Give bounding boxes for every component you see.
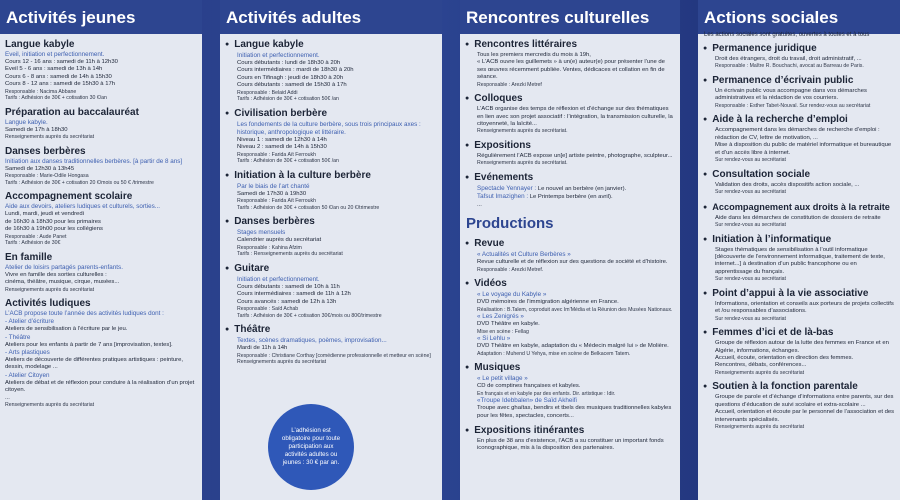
music-title: « Le petit village » bbox=[477, 375, 528, 383]
ellipsis: ... bbox=[5, 394, 10, 401]
responsible: Responsable : Arezki Metref bbox=[477, 81, 542, 88]
schedule-line: Cours intermédiaires : mardi de 18h30 à 20h bbox=[237, 67, 354, 74]
body-line: Accompagnement dans les démarches de recherche d’emploi : rédaction de CV, lettre de motivation, ... bbox=[715, 127, 880, 141]
schedule-line: Cours débutants : samedi de 15h30 à 17h bbox=[237, 82, 347, 89]
section-initiation bbox=[220, 170, 442, 212]
music-title: «Troupe Idebbalen» de Saïd Akheifi bbox=[477, 397, 577, 405]
note: Renseignements auprès du secrétariat. bbox=[477, 128, 568, 135]
body-line: Rencontres, débats, conférences... bbox=[715, 362, 807, 369]
adhesion-badge: L’adhésion est obligatoire pour toute participation aux activités adultes ou jeunes : 30 € par an. bbox=[268, 404, 354, 490]
video-title: « Les Zenigrés » bbox=[477, 313, 524, 321]
note: Responsable : Esther Tabet-Nouval. Sur rendez-vous au secrétariat bbox=[715, 102, 871, 109]
note: Responsable : Maître R. Bouchachi, avocat au Barreau de Paris. bbox=[715, 63, 864, 70]
event-line bbox=[465, 185, 675, 193]
video-credit: Mise en scène : Fellag bbox=[477, 328, 529, 335]
note: Sur rendez-vous au secrétariat bbox=[715, 157, 786, 164]
panel-title: Actions sociales bbox=[698, 0, 900, 34]
body-line: Stages thématiques de sensibilisation à l’outil informatique [découverte de l’environnement informatique, traitement de texte, internet...] à destination d’un public francophone ou en apprentissage du français. bbox=[715, 246, 885, 275]
section-langue-kabyle-adultes bbox=[220, 39, 442, 103]
body-line: Tous les premiers mercredis du mois à 19h, bbox=[477, 52, 591, 58]
body-line: Validation des droits, accès dispositifs action sociale, ... bbox=[715, 181, 860, 188]
section-heading: Danses berbères bbox=[5, 145, 86, 157]
body-line: Groupe de parole et d’échange d’informations entre parents, sur des questions d’éducation de suivi scolaire et extra-scolaire ... bbox=[715, 394, 894, 408]
section-subtitle: Eveil, initiation et perfectionnement. bbox=[5, 51, 105, 58]
schedule-line: Cours 6 - 8 ans : samedi de 14h à 15h30 bbox=[5, 73, 112, 80]
schedule-line: Lundi, mardi, jeudi et vendredi bbox=[5, 211, 84, 218]
responsible: Responsable : Farida Aït Ferroukh bbox=[237, 198, 317, 205]
panel-activites-jeunes bbox=[0, 0, 202, 500]
section-heading: ● Point d’appui à la vie associative bbox=[703, 288, 895, 301]
section-heading: Accompagnement scolaire bbox=[5, 191, 133, 203]
schedule-line: Samedi de 17h à 18h30 bbox=[5, 126, 68, 133]
body-line: Un écrivain public vous accompagne dans vos démarches administratives et la rédaction de vos courriers. bbox=[715, 88, 867, 102]
section-guitare bbox=[220, 263, 442, 319]
video-desc: DVD Théâtre en kabyle. bbox=[477, 321, 540, 328]
responsible: Responsable : Belaid Addi bbox=[237, 89, 298, 96]
activity-desc: Ateliers de débat et de réflexion pour conduire à la réalisation d’un projet citoyen. bbox=[5, 379, 195, 394]
section-subtitle: « Actualités et Culture Berbères » bbox=[477, 251, 571, 259]
section-subtitle: Par le biais de l’art chanté bbox=[237, 182, 310, 190]
section-retraite bbox=[698, 201, 900, 229]
body-line: Droit des étrangers, droit du travail, droit administratif, ... bbox=[715, 56, 862, 62]
section-famille bbox=[0, 252, 202, 293]
section-subtitle: Aide aux devoirs, ateliers ludiques et culturels, sorties... bbox=[5, 203, 161, 211]
responsible: Responsable : Marie-Odile Hongasa bbox=[5, 173, 89, 180]
note: Renseignements auprès du secrétariat bbox=[5, 402, 95, 409]
section-heading: ● Initiation à l’informatique bbox=[703, 234, 895, 247]
section-heading: ● Accompagnement aux droits à la retraite bbox=[703, 201, 895, 215]
tarifs: Tarifs : Adhésion de 30€ bbox=[5, 240, 61, 247]
note: Renseignements auprès du secrétariat bbox=[715, 369, 805, 376]
video-desc: DVD mémoires de l’immigration algérienne en France. bbox=[477, 299, 619, 306]
body-line: Accueil, orientation et écoute par le personnel de l’association et des intervenants spécialisés. bbox=[715, 409, 895, 423]
section-heading: ● Evénements bbox=[465, 172, 675, 185]
activity-name: - Arts plastiques bbox=[5, 349, 50, 357]
section-heading: ● Colloques bbox=[465, 93, 675, 106]
section-heading: ● Consultation sociale bbox=[703, 169, 895, 182]
schedule-line: Niveau 1 : samedi de 12h30 à 14h bbox=[237, 136, 327, 143]
section-rencontres-litteraires bbox=[460, 39, 680, 88]
section-heading: ● Soutien à la fonction parentale bbox=[703, 381, 895, 394]
note: Sur rendez-vous au secrétariat bbox=[715, 315, 786, 322]
section-heading: ● Vidéos bbox=[465, 278, 675, 291]
video-credit: Adaptation : Muhend U Yehya, mise en scène de Belkacem Tatem. bbox=[477, 350, 631, 357]
section-heading: ● Rencontres littéraires bbox=[465, 39, 675, 52]
panel-title: Rencontres culturelles bbox=[460, 0, 680, 34]
activity-desc: Ateliers pour les enfants à partir de 7 ans [improvisation, textes]. bbox=[5, 341, 173, 348]
schedule-line: Calendrier auprès du secrétariat bbox=[237, 237, 322, 244]
ellipsis: ... bbox=[477, 201, 482, 208]
body-line: L’ACB organise des temps de réflexion et d’échange sur des thématiques en lien avec son projet associatif : l’intégration, la transmission culturelle, la citoyenneté, la laïcité... bbox=[477, 106, 673, 128]
section-juridique bbox=[698, 43, 900, 70]
note: Renseignements auprès du secrétariat bbox=[237, 359, 327, 366]
body-line: Revue culturelle et de réflexion sur des questions de société et d’histoire. bbox=[477, 259, 668, 266]
section-heading: Préparation au baccalauréat bbox=[5, 106, 139, 118]
note: Renseignements auprès du secrétariat bbox=[5, 134, 95, 141]
section-heading: ● Aide à la recherche d’emploi bbox=[703, 114, 895, 127]
section-subtitle: Initiation et perfectionnement. bbox=[237, 52, 320, 59]
section-heading: ● Initiation à la culture berbère bbox=[225, 170, 437, 183]
event-name: Tafsut Imazighen : bbox=[477, 193, 529, 201]
schedule-line: Samedi de 12h30 à 13h45 bbox=[5, 165, 75, 172]
section-subtitle: Atelier de loisirs partagés parents-enfants. bbox=[5, 263, 123, 271]
body-line: Mise à disposition du public de matériel informatique et bureautique et d’un accès libre à internet. bbox=[715, 142, 892, 156]
responsible: Responsable : Kahina Afzim bbox=[237, 244, 302, 251]
schedule-line: de 16h30 à 19h00 pour les collégiens bbox=[5, 226, 103, 233]
video-desc: DVD Théâtre en kabyle, adaptation du « Médecin malgré lui » de Molière. bbox=[477, 343, 669, 350]
section-colloques bbox=[460, 93, 680, 135]
activity-name: - Atelier Citoyen bbox=[5, 371, 50, 379]
section-subtitle: Stages mensuels bbox=[237, 229, 286, 237]
section-consultation bbox=[698, 169, 900, 196]
schedule-line: Eveil 5 - 6 ans : samedi de 13h à 14h bbox=[5, 66, 103, 73]
schedule-line: Niveau 2 : samedi de 14h à 15h30 bbox=[237, 144, 327, 151]
body-line: Accueil, écoute, orientation en direction des femmes. bbox=[715, 355, 854, 362]
body-line: Vivre en famille des sorties culturelles : bbox=[5, 271, 107, 278]
activity-desc: Ateliers de sensibilisation à l’écriture par le jeu. bbox=[5, 326, 128, 333]
section-revue bbox=[460, 238, 680, 273]
schedule-line: Mardi de 11h à 14h bbox=[237, 345, 288, 352]
note: Sur rendez-vous au secrétariat bbox=[715, 189, 786, 196]
body-line: cinéma, théâtre, musique, cirque, musées... bbox=[5, 279, 120, 286]
section-heading: ● Permanence juridique bbox=[703, 43, 895, 56]
responsible: Responsable : Aude Panet bbox=[5, 233, 67, 240]
section-heading: ● Musiques bbox=[465, 362, 675, 375]
activity-desc: Ateliers de découverte de différentes pratiques artistiques : peinture, dessin, modelage ... bbox=[5, 357, 184, 371]
activity-name: - Théâtre bbox=[5, 333, 31, 341]
body-line: « L’ACB ouvre les guillemets » à un(e) auteur(e) pour présenter l’une de ses œuvres récemment publiée. Ventes, dédicaces et collation en fin de séance. bbox=[477, 59, 665, 81]
activity-name: - Atelier d’écriture bbox=[5, 318, 54, 326]
section-bac bbox=[0, 107, 202, 141]
responsible: Responsable : Christiane Corthay [comédienne professionnelle et metteur en scène] bbox=[237, 352, 431, 359]
panel-intro: Les actions sociales sont gratuites, ouvertes à toutes et à tous bbox=[704, 32, 870, 38]
tarifs: Tarifs : Adhésion de 30€ + cotisation 50€ /an bbox=[237, 158, 339, 165]
section-heading: ● Langue kabyle bbox=[225, 39, 437, 52]
schedule-line: Cours 12 - 16 ans : samedi de 11h à 12h30 bbox=[5, 59, 118, 65]
event-desc: Le Printemps berbère (en avril). bbox=[528, 194, 613, 201]
section-femmes bbox=[698, 327, 900, 376]
note: Renseignements auprès du secrétariat bbox=[715, 424, 805, 431]
body-line: Régulièrement l’ACB expose un[e] artiste peintre, photographe, sculpteur... bbox=[477, 153, 673, 160]
tarifs: Tarifs : Adhésion de 30€ + cotisation 20 €/mois ou 50 € /trimestre bbox=[5, 179, 154, 186]
section-evenements bbox=[460, 172, 680, 209]
section-heading: En famille bbox=[5, 251, 53, 263]
section-scolaire bbox=[0, 191, 202, 246]
section-civilisation bbox=[220, 108, 442, 165]
section-danses-adultes bbox=[220, 216, 442, 258]
section-subtitle: Les fondements de la culture berbère, sous trois principaux axes : historique, anthropologique et littéraire. bbox=[237, 120, 421, 136]
section-heading: ● Expositions bbox=[465, 140, 675, 153]
responsible: Responsable : Saïd Achab bbox=[237, 306, 299, 313]
schedule-line: Cours débutants : samedi de 10h à 11h bbox=[237, 284, 340, 290]
schedule-line: Cours avancés : samedi de 12h à 13h bbox=[237, 298, 337, 305]
schedule-line: Samedi de 17h30 à 19h30 bbox=[237, 190, 307, 197]
panel-actions-sociales bbox=[698, 0, 900, 500]
music-credit: En français et en kabyle par des enfants. Dir. artistique : Idir. bbox=[477, 390, 616, 397]
body-line: En plus de 38 ans d’existence, l’ACB a su constituer un important fonds iconographique, mis à la disposition des partenaires. bbox=[477, 438, 664, 452]
body-line: Groupe de réflexion autour de la lutte des femmes en France et en Algérie, informations, échanges. bbox=[715, 340, 889, 354]
event-line bbox=[465, 193, 675, 201]
event-name: Spectacle Yennayer : bbox=[477, 185, 537, 193]
section-subtitle: Langue kabyle. bbox=[5, 118, 48, 126]
section-videos bbox=[460, 278, 680, 357]
section-heading: ● Permanence d’écrivain public bbox=[703, 75, 895, 88]
responsible: Responsable : Arezki Metref. bbox=[477, 266, 544, 273]
section-heading: ● Expositions itinérantes bbox=[465, 425, 675, 438]
section-danses-jeunes bbox=[0, 146, 202, 187]
section-heading: Langue kabyle bbox=[5, 39, 75, 50]
section-heading: ● Théâtre bbox=[225, 324, 375, 337]
section-ecrivain bbox=[698, 75, 900, 109]
schedule-line: Cours 8 - 12 ans : samedi de 15h30 à 17h bbox=[5, 81, 116, 88]
note: Renseignements auprès du secrétariat. bbox=[477, 160, 568, 167]
schedule-line: Cours intermédiaires : samedi de 11h à 12h bbox=[237, 291, 351, 298]
section-heading: ● Guitare bbox=[225, 263, 437, 276]
tarifs: Tarifs : Adhésion de 30€ + cotisation 50 €/an ou 20 €/trimestre bbox=[237, 204, 380, 211]
event-desc: Le nouvel an berbère (en janvier). bbox=[536, 186, 627, 193]
section-heading: ● Revue bbox=[465, 238, 675, 251]
video-title: « Si Lehlu » bbox=[477, 335, 511, 343]
productions-title: Productions bbox=[466, 215, 554, 233]
tarifs: Tarifs : Adhésion de 30€ + cotisation 30 €/an bbox=[5, 95, 107, 102]
schedule-line: Cours en Tifinagh : jeudi de 18h30 à 20h bbox=[237, 74, 344, 81]
section-subtitle: Initiation et perfectionnement. bbox=[237, 276, 320, 283]
body-line: Informations, orientation et conseils aux porteurs de projets collectifs et /ou responsables d’associations. bbox=[715, 300, 894, 315]
section-ludiques bbox=[0, 298, 202, 408]
section-informatique bbox=[698, 234, 900, 283]
tarifs: Tarifs : Adhésion de 30€ + cotisation 30€/mois ou 80€/trimestre bbox=[237, 312, 382, 319]
section-vie-associative bbox=[698, 288, 900, 322]
section-subtitle: Initiation aux danses traditionnelles berbères. [à partir de 8 ans] bbox=[5, 157, 183, 165]
note: Renseignements auprès du secrétariat bbox=[5, 286, 95, 293]
section-heading: ● Danses berbères bbox=[225, 216, 437, 229]
body-line: Aide dans les démarches de constitution de dossiers de retraite bbox=[715, 214, 881, 221]
section-subtitle: Textes, scènes dramatiques, poèmes, improvisation... bbox=[237, 337, 387, 345]
section-heading: ● Civilisation berbère bbox=[225, 108, 437, 121]
tarifs: Tarifs : Renseignements auprès du secrétariat bbox=[237, 251, 343, 258]
section-musiques bbox=[460, 362, 680, 420]
panel-rencontres-culturelles bbox=[460, 0, 680, 500]
video-title: « Le voyage du Kabyle » bbox=[477, 291, 547, 299]
tarifs: Tarifs : Adhésion de 30€ + cotisation 50€ /an bbox=[237, 96, 339, 103]
section-emploi bbox=[698, 114, 900, 163]
section-langue-kabyle-jeunes bbox=[0, 39, 202, 102]
panel-title: Activités jeunes bbox=[0, 0, 202, 34]
music-desc: Troupe avec ghaïtas, bendirs et tbels des musiques traditionnelles kabyles pour les fêtes, spectacles, concerts... bbox=[477, 405, 672, 419]
section-theatre bbox=[220, 324, 431, 366]
responsible: Responsable : Farida Aït Ferroukh bbox=[237, 151, 317, 158]
note: Sur rendez-vous au secrétariat bbox=[715, 276, 786, 283]
section-heading: Activités ludiques bbox=[5, 298, 91, 310]
panel-title: Activités adultes bbox=[220, 0, 442, 34]
schedule-line: de 16h30 à 18h30 pour les primaires bbox=[5, 218, 101, 225]
section-expositions bbox=[460, 140, 680, 167]
video-credit: Réalisation : B.Talem, coproduit avec Im’Média et la Réunion des Musées Nationaux. bbox=[477, 306, 673, 313]
section-parentale bbox=[698, 381, 900, 430]
section-heading: ● Femmes d’ici et de là-bas bbox=[703, 327, 895, 340]
note: Sur rendez-vous au secrétariat bbox=[715, 222, 786, 229]
schedule-line: Cours débutants : lundi de 18h30 à 20h bbox=[237, 60, 341, 66]
music-desc: CD de comptines françaises et kabyles. bbox=[477, 383, 581, 390]
section-expositions-itinerantes bbox=[460, 425, 680, 453]
responsible: Responsable : Nacima Abbane bbox=[5, 88, 77, 95]
section-subtitle: L’ACB propose toute l’année des activités ludiques dont : bbox=[5, 310, 164, 318]
